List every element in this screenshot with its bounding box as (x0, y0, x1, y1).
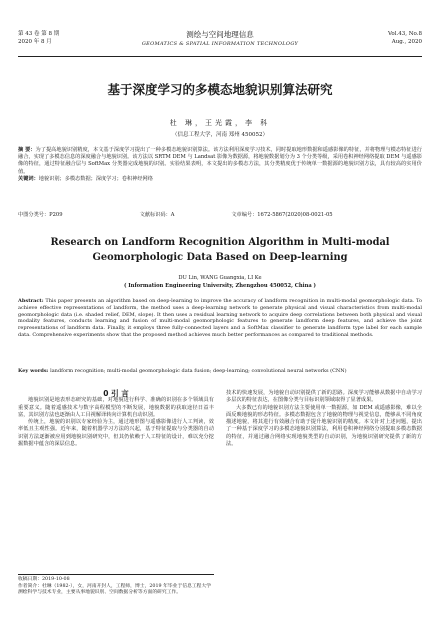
header-right (388, 30, 422, 46)
paper-title-cn: 基于深度学习的多模态地貌识别算法研究 (107, 82, 333, 97)
body-paragraph: 传统上，地貌的识别以专家经验为主，通过地形图与遥感影像进行人工判读，效率低且主观性强。近年来，随着机器学习方法的兴起，基于特征提取与分类器的自动识别方法逐渐被应用到地貌识别研究中，但其仍依赖于人工特征的设计，难以充分挖掘数据中蕴含的深层信息。 (18, 419, 214, 448)
received-date: 收稿日期：2019-10-08 (18, 577, 70, 582)
body-paragraph: 技术的快速发展，为地貌自动识别提供了新的思路。深度学习能够从数据中自动学习多层次的特征表达，在图像分类与目标识别领域取得了显著成果。 (226, 390, 422, 404)
keywords-en (18, 368, 422, 375)
article-number: 文章编号：1672-5867(2020)08-0021-05 (231, 212, 333, 218)
journal-name-cn: 测绘与空间地理信息 (186, 30, 254, 39)
keywords-cn (18, 176, 422, 183)
header-left (18, 30, 59, 46)
body-column-left (18, 390, 214, 448)
author-bio: 作者简介：杜琳（1982-），女，河南开封人，工程师，博士，2019 年毕业于信息工程大学测绘科学与技术专业，主要从事地貌识别、空间数据分析等方面的研究工作。 (18, 583, 212, 596)
keywords-cn-text: 地貌识别；多模态数据；深度学习；卷积神经网络 (38, 175, 153, 182)
body-paragraph: 大多数已有的地貌识别方法主要使用单一数据源，如 DEM 或遥感影像，难以全面反映地貌的形态特征。多模态数据包含了地貌的物理与视觉信息，能够从不同角度描述地貌，将其进行有效融合有助于提升地貌识别的精度。本文针对上述问题，提出了一种基于深度学习的多模态地貌识别算法，利用卷积神经网络分别提取多模态数据的特征，并通过融合网络实现地貌类型的自动识别，为地貌识别研究提供了新的方法。 (226, 404, 422, 448)
classification-line (18, 212, 422, 219)
abstract-en-label: Abstract: (18, 298, 44, 304)
authors-cn: 杜 琳，王光霞，李 科 (169, 119, 271, 127)
date-en: Aug., 2020 (391, 39, 422, 45)
document-code: 文献标识码：A (139, 212, 175, 218)
abstract-en-text: This paper presents an algorithm based on deep-learning to improve the accuracy of landform recognition in multi-modal geomorphologic data. To achieve effective representations of landform, the method uses a deep-learning network to generate physical and visual characteristics from multi-modal geomorphologic data (i.e. shaded relief, DEM, slope). It then uses a residual learning network to acquire deep correlations between both physical and visual modality features, conducts learning and fusion of multi-modal geomorphologic features to generate landform deep features, and achieve the joint representations of landform data. Finally, it employs three fully-connected layers and a SoftMax classifier to generate landform type label for each sample data. Comprehensive experiments show that the proposed method achieves much better performances as compared to traditional methods. (18, 298, 423, 338)
abstract-en (18, 298, 422, 339)
footnote (18, 574, 214, 597)
authors-en: DU Lin, WANG Guangxia, LI Ke (178, 275, 262, 281)
affiliation-en: ( Information Engineering University, Zhengzhou 450052, China ) (123, 283, 317, 289)
keywords-cn-label: 关键词： (18, 175, 39, 182)
volume-en: Vol.43, No.8 (387, 31, 422, 37)
volume-cn: 第 43 卷 第 8 期 (18, 31, 60, 37)
abstract-cn-text: 为了提高地貌识别精度，本文基于深度学习提出了一种多模态地貌识别算法。该方法利用深度学习技术，同时提取地形数据和遥感影像的特征，并将物理与模态特征进行融合，实现了多模态信息的深度融合与地貌识别。该方法以 SRTM DEM 与 Landsat 影像为数据源，将地貌数据划分为 3 个分类等级，采用卷积神经网络提取 DEM 与遥感影像的特征，通过特征融合层与 SoftMax 分类器完成地貌的识别。实验结果表明，本文提出的多模态方法，其分类精度优于传统单一数据源的地貌识别方法，具有较高的实用价值。 (18, 147, 422, 175)
abstract-cn (18, 147, 422, 183)
body-paragraph: 地貌识别是地表形态研究的基础，对地貌进行科学、准确的识别在多个领域具有重要意义。随着遥感技术与数字高程模型的不断发展，地貌数据的获取途径日益丰富，其识别方法也逐渐由人工目视解译转向计算机自动识别。 (18, 397, 214, 418)
journal-name-en: GEOMATICS & SPATIAL INFORMATION TECHNOLOGY (141, 41, 299, 47)
keywords-en-text: landform recognition; multi-modal geomorphologic data fusion; deep-learning; convolutional neural networks (CNN) (50, 368, 347, 374)
section-heading-intro: 0 引 言 (103, 389, 129, 398)
running-header (18, 30, 422, 57)
affiliation-cn: （信息工程大学，河南 郑州 450052） (172, 132, 268, 138)
date-cn: 2020 年 8 月 (18, 39, 52, 45)
header-center (78, 30, 362, 48)
body-column-right (226, 390, 422, 448)
clc-number: 中图分类号：P209 (18, 212, 63, 218)
paper-title-en: Research on Landform Recognition Algorithm in Multi-modal Geomorphologic Data Based on Deep-learning (50, 237, 390, 263)
keywords-en-label: Key words: (18, 368, 49, 374)
abstract-cn-label: 摘 要： (18, 147, 36, 153)
